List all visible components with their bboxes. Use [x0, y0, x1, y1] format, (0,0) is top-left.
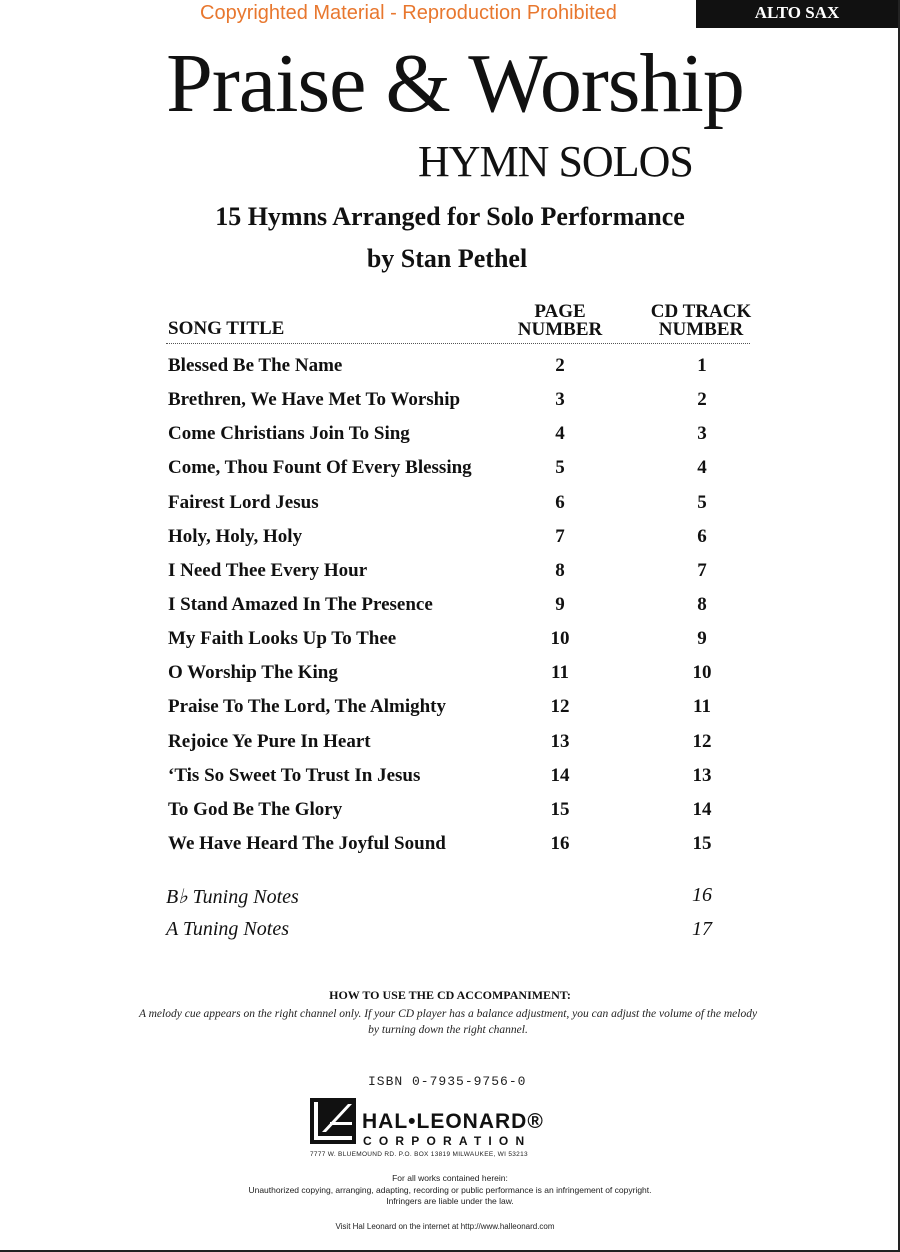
page-number: 16 [550, 832, 570, 854]
table-row [0, 622, 900, 656]
table-row [0, 520, 900, 554]
book-subtitle: HYMN SOLOS [418, 137, 693, 186]
table-row [0, 417, 900, 451]
table-row [0, 383, 900, 417]
page-number: 5 [555, 457, 565, 479]
track-number: 14 [692, 798, 712, 820]
song-title: We Have Heard The Joyful Sound [168, 832, 446, 854]
column-header-cd-track [646, 303, 756, 339]
book-author: by Stan Pethel [366, 244, 528, 273]
track-number: 7 [697, 559, 707, 581]
track-number: 15 [692, 832, 712, 854]
book-tagline: 15 Hymns Arranged for Solo Performance [215, 202, 685, 231]
tuning-row [0, 880, 900, 914]
column-header-page-number [512, 303, 608, 339]
table-row [0, 486, 900, 520]
page-number: 12 [550, 696, 570, 718]
song-title: Holy, Holy, Holy [168, 525, 303, 547]
cd-instructions-body: A melody cue appears on the right channel only. If your CD player has a balance adjustment, you can adjust the volume of the melody by turning down the right channel. [138, 1008, 758, 1036]
page-number: 3 [555, 389, 565, 411]
legal-line: Unauthorized copying, arranging, adapting, recording or public performance is an infringement of copyright. [248, 1184, 652, 1195]
instrument-badge: ALTO SAX [696, 0, 898, 28]
page-number: 9 [555, 593, 565, 615]
song-title: To God Be The Glory [168, 798, 343, 820]
table-row [0, 725, 900, 759]
publisher-name: HAL•LEONARD® [362, 1110, 544, 1133]
song-table [0, 349, 900, 861]
table-row [0, 759, 900, 793]
song-title: Fairest Lord Jesus [168, 491, 319, 513]
track-number: 11 [693, 696, 711, 718]
track-number: 1 [697, 355, 707, 376]
song-title: Praise To The Lord, The Almighty [168, 696, 447, 718]
table-row [0, 451, 900, 485]
header-line: CD TRACK [650, 301, 752, 322]
song-title: O Worship The King [168, 662, 338, 684]
table-row [0, 827, 900, 861]
track-number: 10 [692, 662, 712, 684]
song-title: My Faith Looks Up To Thee [168, 628, 397, 650]
track-number: 3 [697, 423, 707, 445]
tuning-title: A Tuning Notes [166, 918, 289, 940]
header-line: PAGE [534, 301, 586, 322]
legal-line: For all works contained herein: [392, 1173, 508, 1183]
table-row [0, 349, 900, 383]
website-notice: Visit Hal Leonard on the internet at http://www.halleonard.com [335, 1222, 555, 1231]
header-line: NUMBER [517, 319, 603, 340]
column-header-song-title: SONG TITLE [168, 318, 285, 339]
track-number: 2 [697, 389, 707, 411]
legal-notice [0, 1173, 900, 1208]
track-number: 4 [697, 457, 707, 479]
track-number: 9 [697, 628, 707, 650]
song-title: I Need Thee Every Hour [168, 559, 368, 581]
header-line: NUMBER [658, 319, 744, 340]
page-number: 13 [550, 730, 570, 752]
track-number: 17 [692, 918, 712, 940]
song-title: Come Christians Join To Sing [168, 423, 410, 445]
page-number: 11 [551, 662, 569, 684]
track-number: 12 [692, 730, 712, 752]
table-row [0, 793, 900, 827]
tuning-row [0, 914, 900, 948]
page-number: 10 [550, 628, 570, 650]
song-title: Rejoice Ye Pure In Heart [168, 730, 371, 752]
track-number: 8 [697, 593, 707, 615]
copyright-watermark: Copyrighted Material - Reproduction Prohibited [200, 2, 617, 24]
table-row [0, 588, 900, 622]
track-number: 13 [692, 764, 712, 786]
legal-line: Infringers are liable under the law. [386, 1196, 514, 1206]
page-number: 2 [555, 355, 565, 376]
hal-leonard-logo-icon [310, 1098, 356, 1144]
publisher-address: 7777 W. BLUEMOUND RD. P.O. BOX 13819 MILWAUKEE, WI 53213 [310, 1151, 528, 1158]
page-number: 4 [555, 423, 565, 445]
tuning-title: B♭ Tuning Notes [166, 886, 299, 908]
table-row [0, 690, 900, 724]
cd-instructions-heading: HOW TO USE THE CD ACCOMPANIMENT: [329, 988, 571, 1002]
song-title: I Stand Amazed In The Presence [168, 593, 433, 615]
isbn-number: ISBN 0-7935-9756-0 [368, 1074, 527, 1089]
book-title: Praise & Worship [166, 37, 744, 130]
page-number: 14 [550, 764, 570, 786]
track-number: 16 [692, 884, 712, 906]
header-divider [166, 343, 750, 344]
page-number: 15 [550, 798, 570, 820]
song-title: Brethren, We Have Met To Worship [168, 389, 461, 411]
page-number: 8 [555, 559, 565, 581]
song-title: Blessed Be The Name [168, 355, 343, 376]
table-row [0, 656, 900, 690]
track-number: 5 [697, 491, 707, 513]
table-row [0, 554, 900, 588]
song-title: Come, Thou Fount Of Every Blessing [168, 457, 472, 479]
page-number: 7 [555, 525, 565, 547]
track-number: 6 [697, 525, 707, 547]
publisher-corporation: CORPORATION [363, 1134, 532, 1148]
song-title: ‘Tis So Sweet To Trust In Jesus [168, 764, 421, 786]
page-number: 6 [555, 491, 565, 513]
